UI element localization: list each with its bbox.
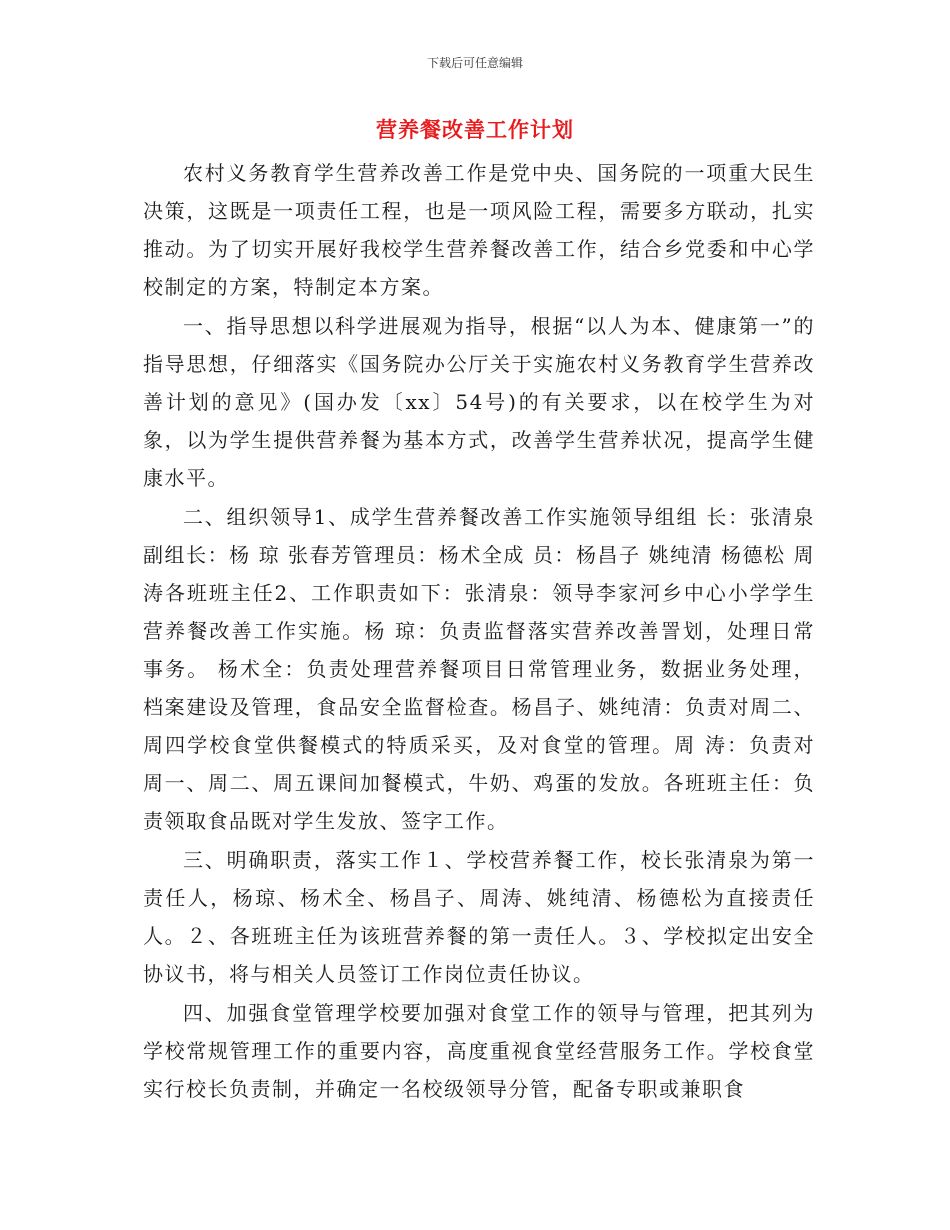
paragraph-organization: 二、组织领导1、成学生营养餐改善工作实施领导组组 长：张清泉副组长：杨 琼 张春芳管理员：杨术全成 员：杨昌子 姚纯清 杨德松 周 涛各班班主任2、工作职责如下：张清泉：领导李家河乡中心小学学生营养餐改善工作实施。杨 琼：负责监督落实营养改善詈划，处理日常事务。 杨术全：负责处理营养餐项目日常管理业务，数据业务处理，档案建设及管理，食品安全监督检查。杨昌子、姚纯清：负责对周二、周四学校食堂供餐模式的特质采买，及对食堂的管理。周 涛：负责对周一、周二、周五课间加餐模式，牛奶、鸡蛋的发放。各班班主任：负责领取食品既对学生发放、签字工作。: [143, 505, 815, 833]
paragraph-guiding-ideology: 一、指导思想以科学进展观为指导，根据“以人为本、健康第一”的指导思想，仔细落实《国务院办公厅关于实施农村义务教育学生营养改善计划的意见》(国办发〔xx〕54号)的有关要求，以在校学生为对象，以为学生提供营养餐为基本方式，改善学生营养状况，提高学生健康水平。: [143, 314, 815, 490]
paragraph-intro: 农村义务教育学生营养改善工作是党中央、国务院的一项重大民生决策，这既是一项责任工程，也是一项风险工程，需要多方联动，扎实推动。为了切实开展好我校学生营养餐改善工作，结合乡党委和中心学校制定的方案，特制定本方案。: [143, 161, 815, 299]
header-note: 下载后可任意编辑: [426, 56, 523, 70]
paragraph-canteen-management: 四、加强食堂管理学校要加强对食堂工作的领导与管理，把其列为学校常规管理工作的重要内容，高度重视食堂经营服务工作。学校食堂实行校长负责制，并确定一名校级领导分管，配备专职或兼职食: [143, 1001, 815, 1101]
document-body: [143, 154, 815, 1109]
document-title: 营养餐改善工作计划: [376, 117, 574, 142]
paragraph-responsibilities: 三、明确职责，落实工作１、学校营养餐工作，校长张清泉为第一责任人，杨琼、杨术全、杨昌子、周涛、姚纯清、杨德松为直接责任人。２、各班班主任为该班营养餐的第一责任人。３、学校拟定出安全协议书，将与相关人员签订工作岗位责任协议。: [143, 848, 815, 986]
